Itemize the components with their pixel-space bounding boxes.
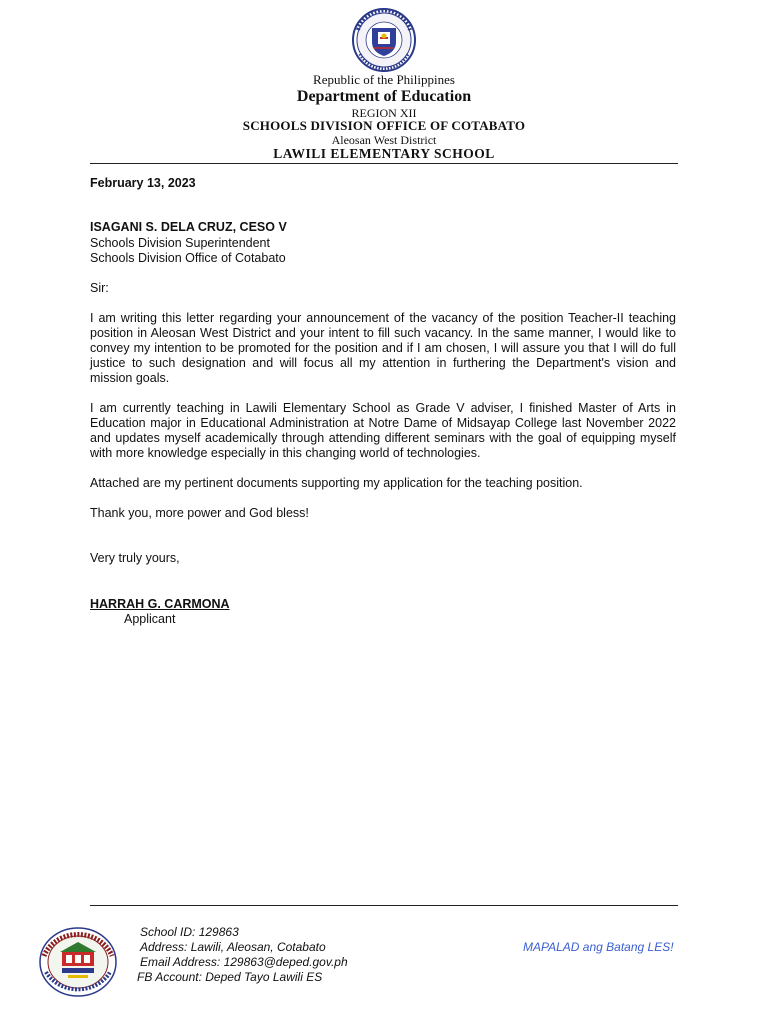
- recipient-office: Schools Division Office of Cotabato: [90, 251, 286, 265]
- footer-motto: MAPALAD ang Batang LES!: [523, 940, 674, 954]
- body-paragraph: I am writing this letter regarding your announcement of the vacancy of the position Teacher-II teaching position in Aleosan West District and your intent to fill such vacancy. In the same manner, I would like to convey my intention to be promoted for the position and if I am chosen, I will assure you that I will do full justice to such designation and will focus all my attention in furthering the Department's vision and mission goals.: [90, 311, 676, 385]
- footer-email: Email Address: 129863@deped.gov.ph: [140, 955, 348, 969]
- school-logo: [38, 926, 118, 998]
- school-name: LAWILI ELEMENTARY SCHOOL: [273, 146, 495, 161]
- letter-date: February 13, 2023: [90, 176, 196, 190]
- recipient-title: Schools Division Superintendent: [90, 236, 270, 250]
- division-office-line: SCHOOLS DIVISION OFFICE OF COTABATO: [242, 118, 526, 133]
- footer-divider: [90, 905, 678, 906]
- footer-school-id: School ID: 129863: [140, 925, 239, 939]
- district-line: Aleosan West District: [331, 133, 437, 147]
- region-line: REGION XII: [351, 106, 417, 120]
- signer-role: Applicant: [124, 612, 176, 626]
- footer-fb-account: FB Account: Deped Tayo Lawili ES: [137, 970, 323, 984]
- closing-line: Very truly yours,: [90, 551, 180, 565]
- body-paragraph: Attached are my pertinent documents supporting my application for the teaching position.: [90, 476, 583, 490]
- body-paragraph: I am currently teaching in Lawili Elementary School as Grade V adviser, I finished Master of Arts in Education major in Educational Administration at Notre Dame of Midsayap College last November 2022 and updates myself academically through attending different seminars with the goal of equipping myself with more knowledge especially in this changing world of technologies.: [90, 401, 676, 460]
- thanks-line: Thank you, more power and God bless!: [90, 506, 309, 520]
- recipient-name: ISAGANI S. DELA CRUZ, CESO V: [90, 220, 287, 234]
- republic-line: Republic of the Philippines: [313, 72, 455, 87]
- signer-name: HARRAH G. CARMONA: [90, 597, 230, 611]
- salutation: Sir:: [90, 281, 109, 295]
- footer-address: Address: Lawili, Aleosan, Cotabato: [140, 940, 326, 954]
- deped-seal-logo: [334, 8, 434, 72]
- header-divider: [90, 163, 678, 164]
- department-name: Department of Education: [296, 88, 472, 105]
